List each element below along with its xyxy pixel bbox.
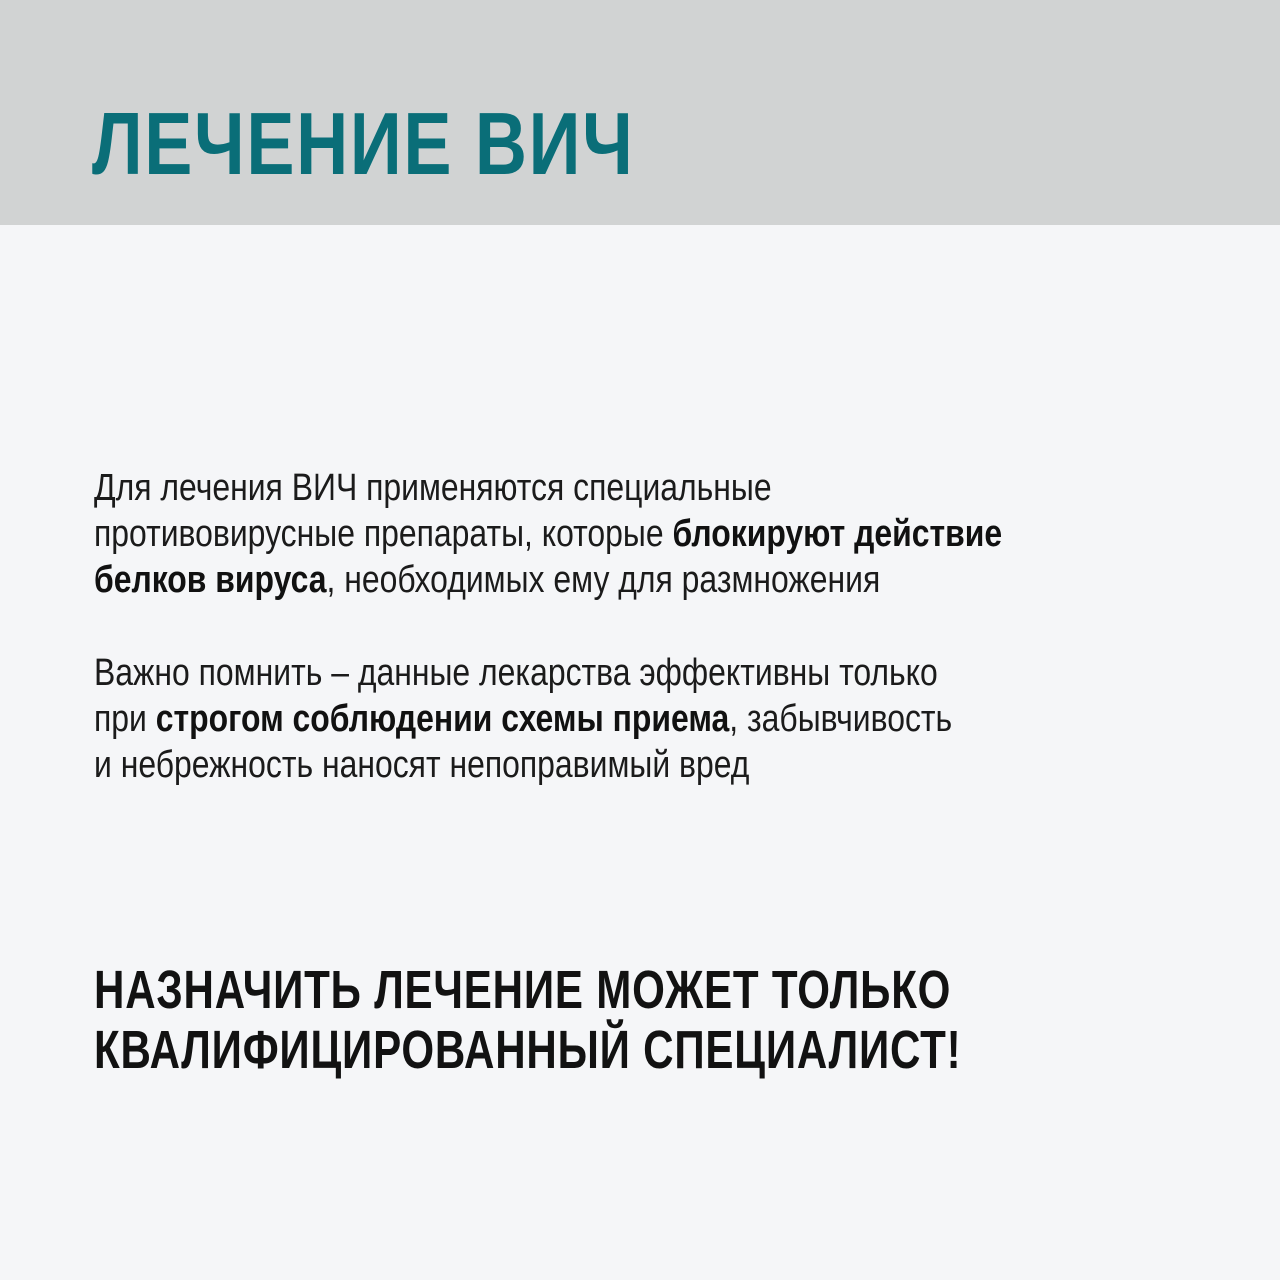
paragraph-line bbox=[94, 465, 1035, 511]
emphasis-text: белков вируса bbox=[94, 559, 327, 601]
emphasis-text: блокируют действие bbox=[672, 513, 1003, 555]
text-fragment: , необходимых ему для размножения bbox=[326, 559, 881, 601]
warning-line: КВАЛИФИЦИРОВАННЫЙ СПЕЦИАЛИСТ! bbox=[94, 1020, 962, 1080]
warning-line: НАЗНАЧИТЬ ЛЕЧЕНИЕ МОЖЕТ ТОЛЬКО bbox=[94, 960, 952, 1020]
paragraph-line bbox=[94, 742, 1035, 788]
specialist-warning bbox=[94, 960, 1206, 1080]
text-fragment: противовирусные препараты, которые bbox=[94, 513, 673, 555]
text-fragment: Для лечения ВИЧ применяются специальные bbox=[94, 467, 772, 509]
text-fragment: и небрежность наносят непоправимый вред bbox=[94, 744, 750, 786]
paragraph-line bbox=[94, 650, 1035, 696]
page-title: ЛЕЧЕНИЕ ВИЧ bbox=[92, 94, 635, 193]
paragraph-line bbox=[94, 511, 1035, 557]
paragraph-line bbox=[94, 557, 1035, 603]
header-banner bbox=[0, 0, 1280, 225]
emphasis-text: строгом соблюдении схемы приема bbox=[155, 698, 730, 740]
paragraph-line bbox=[94, 696, 1035, 742]
text-fragment: при bbox=[94, 698, 156, 740]
text-fragment: Важно помнить – данные лекарства эффективны только bbox=[94, 652, 938, 694]
treatment-paragraph bbox=[94, 465, 1214, 603]
adherence-paragraph bbox=[94, 650, 1214, 788]
text-fragment: , забывчивость bbox=[729, 698, 953, 740]
